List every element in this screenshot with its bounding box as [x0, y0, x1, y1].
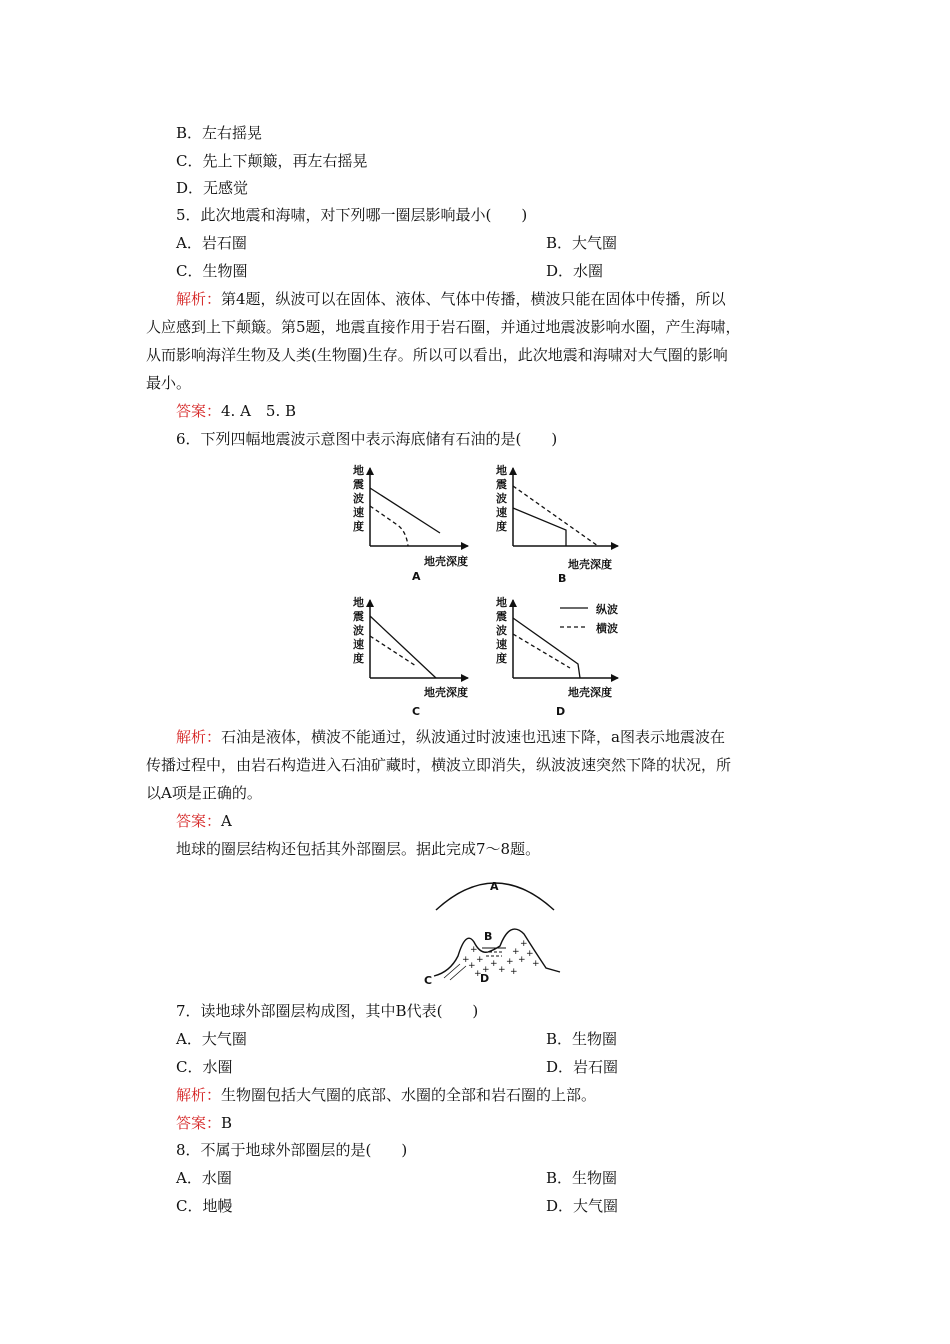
q8-option-c: C．地幔 [176, 1197, 233, 1215]
x-label-d: 地壳深度 [568, 686, 612, 699]
x-label-b: 地壳深度 [568, 558, 612, 571]
analysis-6-line1 [176, 726, 725, 748]
svg-text:+: + [520, 939, 528, 949]
q7-option-b: B．生物圈 [546, 1030, 618, 1048]
y-label-c-4: 速 [353, 638, 364, 651]
svg-text:+: + [482, 965, 490, 975]
svg-text:+: + [470, 945, 478, 955]
analysis-text: 石油是液体，横波不能通过，纵波通过时波速也迅速下降，a图表示地震波在 [221, 728, 725, 746]
seismic-wave-figure [348, 458, 638, 723]
analysis-label: 解析： [176, 290, 222, 308]
analysis-label: 解析： [176, 1086, 222, 1104]
svg-text:+: + [526, 949, 534, 959]
q7-option-a: A．大气圈 [176, 1030, 247, 1048]
analysis-label: 解析： [176, 728, 222, 746]
legend-solid-label: 纵波 [596, 603, 618, 616]
panel-label-b: B [558, 572, 567, 585]
q5-option-c: C．生物圈 [176, 262, 248, 280]
seismic-wave-svg [348, 458, 638, 723]
analysis-45-line2: 人应感到上下颠簸。第5题，地震直接作用于岩石圈，并通过地震波影响水圈，产生海啸， [146, 318, 741, 336]
y-label-b-4: 速 [496, 506, 507, 519]
y-label-a-4: 速 [353, 506, 364, 519]
analysis-text: 第4题，纵波可以在固体、液体、气体中传播，横波只能在固体中传播，所以 [221, 290, 726, 308]
svg-text:+: + [532, 959, 540, 969]
svg-text:+: + [506, 957, 514, 967]
q4-option-d: D．无感觉 [176, 179, 249, 197]
svg-text:+: + [462, 955, 470, 965]
answer-label: 答案： [176, 1114, 222, 1132]
q8-option-b: B．生物圈 [546, 1169, 618, 1187]
y-label-a-5: 度 [353, 520, 364, 533]
y-label-a-3: 波 [353, 492, 364, 505]
analysis-6-line2: 传播过程中，由岩石构造进入石油矿藏时，横波立即消失，纵波波速突然下降的状况，所 [146, 756, 732, 774]
svg-text:+: + [474, 969, 482, 979]
q8-option-a: A．水圈 [176, 1169, 232, 1187]
answer-value: B [221, 1114, 233, 1132]
panel-b [513, 468, 618, 546]
q5-option-b: B．大气圈 [546, 234, 618, 252]
sphere-label-b: B [484, 930, 493, 943]
intro-7-8: 地球的圈层结构还包括其外部圈层。据此完成7～8题。 [176, 840, 541, 858]
x-label-a: 地壳深度 [424, 555, 468, 568]
q4-option-b: B．左右摇晃 [176, 124, 263, 142]
sphere-label-c: C [424, 974, 433, 987]
analysis-7 [176, 1084, 596, 1106]
q8-stem: 8．不属于地球外部圈层的是( ) [176, 1141, 408, 1159]
panel-label-a: A [412, 570, 421, 583]
answer-6 [176, 810, 232, 832]
answer-value: 4. A 5. B [221, 402, 297, 420]
svg-text:+: + [518, 955, 526, 965]
y-label-d-1: 地 [496, 596, 507, 609]
q5-option-a: A．岩石圈 [176, 234, 247, 252]
q8-option-d: D．大气圈 [546, 1197, 619, 1215]
analysis-text: 生物圈包括大气圈的底部、水圈的全部和岩石圈的上部。 [221, 1086, 597, 1104]
sphere-label-a: A [490, 880, 499, 893]
q7-option-c: C．水圈 [176, 1058, 233, 1076]
svg-text:+: + [512, 947, 520, 957]
y-label-b-5: 度 [496, 520, 507, 533]
outer-sphere-figure [420, 868, 570, 988]
analysis-45-line1 [176, 288, 726, 310]
y-label-d-5: 度 [496, 652, 507, 665]
q7-option-d: D．岩石圈 [546, 1058, 619, 1076]
answer-label: 答案： [176, 812, 222, 830]
analysis-45-line4: 最小。 [146, 374, 192, 392]
q4-option-c: C．先上下颠簸，再左右摇晃 [176, 152, 368, 170]
y-label-b-1: 地 [496, 464, 507, 477]
svg-text:+: + [490, 959, 498, 969]
svg-text:+: + [510, 967, 518, 977]
answer-value: A [221, 812, 232, 830]
y-label-b-3: 波 [496, 492, 507, 505]
sphere-label-d: D [480, 972, 490, 985]
q7-stem: 7．读地球外部圈层构成图，其中B代表( ) [176, 1002, 479, 1020]
legend-dashed-label: 横波 [596, 622, 618, 635]
y-label-c-5: 度 [353, 652, 364, 665]
answer-45 [176, 400, 296, 422]
svg-text:+: + [498, 965, 506, 975]
panel-label-d: D [556, 705, 566, 718]
analysis-6-line3: 以A项是正确的。 [146, 784, 262, 802]
panel-a [370, 468, 468, 546]
y-label-c-3: 波 [353, 624, 364, 637]
answer-7 [176, 1112, 232, 1134]
y-label-d-4: 速 [496, 638, 507, 651]
y-label-d-2: 震 [496, 610, 507, 623]
y-label-d-3: 波 [496, 624, 507, 637]
answer-label: 答案： [176, 402, 222, 420]
y-label-b-2: 震 [496, 478, 507, 491]
y-label-c-1: 地 [353, 596, 364, 609]
panel-c [370, 600, 468, 678]
q5-stem: 5．此次地震和海啸，对下列哪一圈层影响最小( ) [176, 206, 528, 224]
q5-option-d: D．水圈 [546, 262, 604, 280]
x-label-c: 地壳深度 [424, 686, 468, 699]
panel-label-c: C [412, 705, 421, 718]
y-label-c-2: 震 [353, 610, 364, 623]
svg-text:+: + [476, 955, 484, 965]
outer-sphere-svg [420, 868, 570, 988]
svg-text:+: + [468, 961, 476, 971]
q6-stem: 6．下列四幅地震波示意图中表示海底储有石油的是( ) [176, 430, 558, 448]
y-label-a-1: 地 [353, 464, 364, 477]
analysis-45-line3: 从而影响海洋生物及人类(生物圈)生存。所以可以看出，此次地震和海啸对大气圈的影响 [146, 346, 728, 364]
y-label-a-2: 震 [353, 478, 364, 491]
